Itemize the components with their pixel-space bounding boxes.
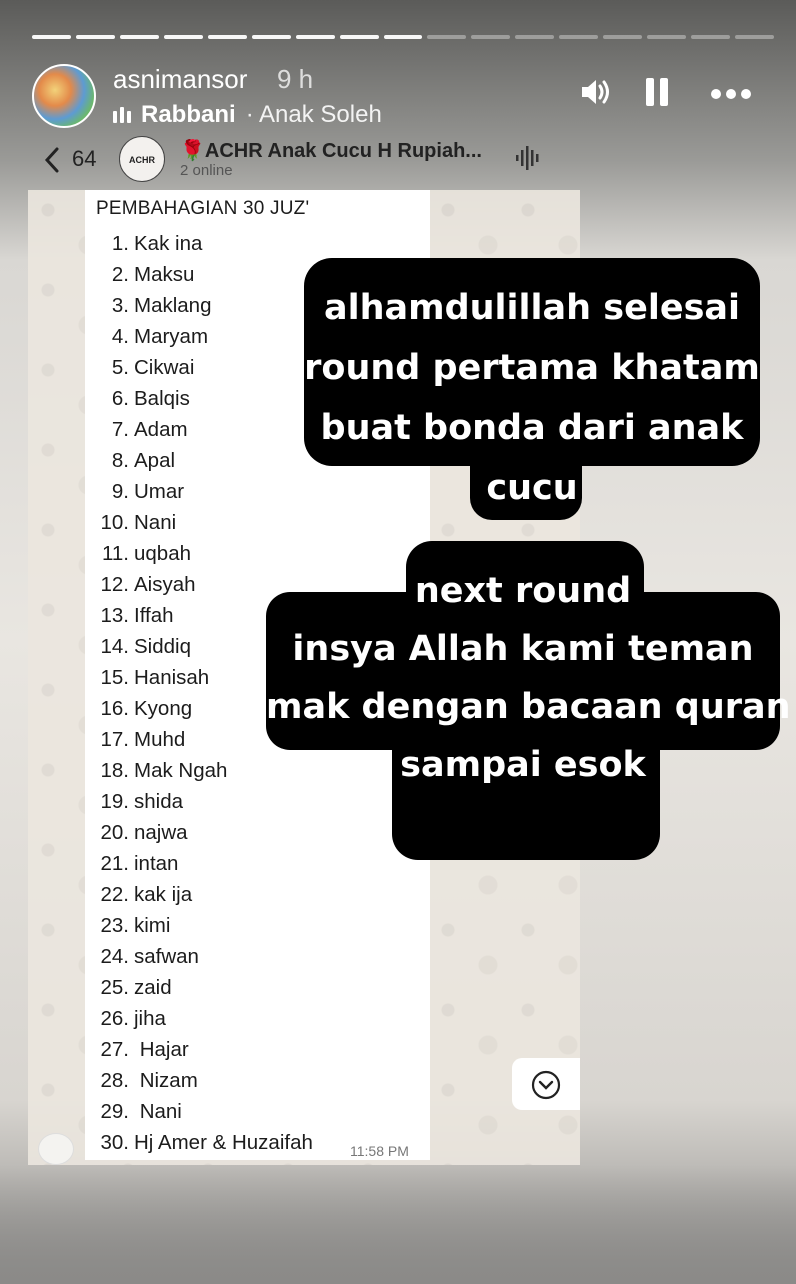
- caption-line: alhamdulillah selesai: [323, 288, 741, 328]
- list-item-name: shida: [134, 790, 184, 813]
- list-item: [97, 881, 313, 912]
- list-item-number: 17.: [100, 728, 129, 751]
- list-item-name: uqbah: [134, 542, 192, 565]
- list-item-number: 24.: [100, 945, 129, 968]
- list-item-number: 10.: [100, 511, 129, 534]
- list-item-number: 6.: [111, 387, 129, 410]
- group-name-text: ACHR Anak Cucu H Rupiah...: [204, 140, 482, 162]
- list-item: [97, 943, 313, 974]
- list-item-name: Hajar: [134, 1038, 189, 1061]
- list-item-name: Adam: [134, 418, 188, 441]
- list-item-number: 5.: [111, 356, 129, 379]
- progress-segment: [471, 35, 510, 39]
- list-item: [97, 819, 313, 850]
- list-item-number: 23.: [100, 914, 129, 937]
- caption-text-2: [266, 562, 791, 794]
- list-item: [97, 974, 313, 1005]
- progress-segment: [647, 35, 686, 39]
- more-icon[interactable]: [708, 74, 758, 114]
- list-item-name: Hj Amer & Huzaifah: [134, 1131, 313, 1154]
- progress-segment: [296, 35, 335, 39]
- list-item-number: 14.: [100, 635, 129, 658]
- group-status: 2 online: [180, 162, 233, 179]
- list-item-number: 20.: [100, 821, 129, 844]
- list-item: [97, 850, 313, 881]
- list-item-number: 4.: [111, 325, 129, 348]
- list-item-name: safwan: [134, 945, 199, 968]
- list-item-name: Balqis: [134, 387, 190, 410]
- list-item: [97, 912, 313, 943]
- bottom-fade: [0, 1165, 796, 1284]
- list-item: [97, 509, 313, 540]
- list-item-number: 2.: [111, 263, 129, 286]
- list-item-number: 18.: [100, 759, 129, 782]
- audio-wave-icon[interactable]: [515, 144, 541, 177]
- list-item-number: 30.: [100, 1131, 129, 1154]
- list-item-number: 12.: [100, 573, 129, 596]
- list-item-number: 26.: [100, 1007, 129, 1030]
- list-item-name: Mak Ngah: [134, 759, 228, 782]
- list-item: [97, 416, 313, 447]
- list-item-number: 19.: [100, 790, 129, 813]
- list-item-number: 13.: [100, 604, 129, 627]
- progress-segment: [691, 35, 730, 39]
- list-item-number: 9.: [111, 480, 129, 503]
- list-item: [97, 261, 313, 292]
- list-item-name: Kyong: [134, 697, 193, 720]
- progress-segment: [208, 35, 247, 39]
- list-item-number: 28.: [100, 1069, 129, 1092]
- message-heading: PEMBAHAGIAN 30 JUZ': [96, 198, 310, 219]
- list-item-number: 22.: [100, 883, 129, 906]
- music-song-title: Rabbani: [141, 101, 236, 128]
- progress-segment: [384, 35, 423, 39]
- list-item-number: 11.: [102, 542, 129, 565]
- progress-segment: [76, 35, 115, 39]
- music-artist: [246, 101, 382, 129]
- story-progress-bar: [32, 35, 774, 39]
- list-item: [97, 385, 313, 416]
- progress-segment: [515, 35, 554, 39]
- list-item-name: Nani: [134, 511, 177, 534]
- music-sticker[interactable]: [113, 101, 382, 129]
- music-artist-name: Anak Soleh: [259, 101, 382, 128]
- caption-line: round pertama khatam: [304, 348, 760, 388]
- story-time-ago: 9 h: [277, 64, 314, 94]
- list-item-name: Aisyah: [134, 573, 196, 596]
- group-name[interactable]: [180, 138, 482, 163]
- progress-segment: [252, 35, 291, 39]
- list-item: [97, 323, 313, 354]
- caption-line: mak dengan bacaan quran: [266, 687, 791, 727]
- progress-segment: [32, 35, 71, 39]
- list-item: [97, 354, 313, 385]
- caption-line: buat bonda dari anak: [320, 408, 744, 448]
- list-item-number: 8.: [111, 449, 129, 472]
- list-item-number: 29.: [100, 1100, 129, 1123]
- list-item-name: zaid: [134, 976, 172, 999]
- progress-segment: [164, 35, 203, 39]
- chevron-down-icon: [530, 1069, 562, 1101]
- list-item-name: intan: [134, 852, 179, 875]
- progress-segment: [340, 35, 379, 39]
- list-item: [97, 292, 313, 323]
- list-item-name: najwa: [134, 821, 188, 844]
- list-item-name: Maksu: [134, 263, 195, 286]
- list-item-name: Siddiq: [134, 635, 191, 658]
- list-item-name: Maryam: [134, 325, 209, 348]
- pause-icon[interactable]: [640, 74, 680, 114]
- list-item: [97, 1036, 313, 1067]
- list-item-name: Hanisah: [134, 666, 210, 689]
- list-item-name: Apal: [134, 449, 176, 472]
- list-item-number: 15.: [100, 666, 129, 689]
- caption-line: cucu: [486, 468, 578, 508]
- music-bars-icon: [113, 107, 131, 123]
- caption-line: next round: [414, 571, 632, 611]
- list-item-number: 1.: [111, 232, 129, 255]
- story-username[interactable]: asnimansor: [113, 64, 248, 94]
- progress-segment: [120, 35, 159, 39]
- chevron-left-icon[interactable]: [42, 146, 62, 179]
- group-avatar[interactable]: ACHR: [119, 136, 165, 182]
- unread-count[interactable]: 64: [72, 146, 97, 171]
- music-separator: ·: [245, 101, 254, 128]
- list-item-name: Nani: [134, 1100, 182, 1123]
- scroll-down-button[interactable]: [512, 1058, 580, 1110]
- list-item-number: 16.: [100, 697, 129, 720]
- list-item-name: kak ija: [134, 883, 193, 906]
- list-item: [97, 1067, 313, 1098]
- list-item-number: 27.: [100, 1038, 129, 1061]
- caption-text-1: [304, 278, 760, 518]
- caption-line: insya Allah kami teman: [292, 629, 754, 669]
- list-item-name: Kak ina: [134, 232, 203, 255]
- list-item-name: Muhd: [134, 728, 186, 751]
- progress-segment: [735, 35, 774, 39]
- caption-line: sampai esok: [400, 745, 646, 785]
- list-item-number: 25.: [100, 976, 129, 999]
- rose-emoji: 🌹: [180, 140, 205, 162]
- list-item-name: kimi: [134, 914, 171, 937]
- list-item-number: 21.: [100, 852, 129, 875]
- list-item: [97, 447, 313, 478]
- speaker-icon[interactable]: [578, 74, 618, 114]
- chat-header: [28, 132, 580, 190]
- progress-segment: [603, 35, 642, 39]
- list-item: [97, 478, 313, 509]
- progress-segment: [559, 35, 598, 39]
- list-item: [97, 1005, 313, 1036]
- list-item: [97, 1129, 313, 1160]
- profile-avatar[interactable]: [32, 64, 96, 128]
- list-item-name: Nizam: [134, 1069, 198, 1092]
- progress-segment: [427, 35, 466, 39]
- list-item-name: jiha: [134, 1007, 166, 1030]
- list-item-number: 3.: [111, 294, 129, 317]
- list-item-name: Iffah: [134, 604, 174, 627]
- message-time: 11:58 PM: [350, 1143, 409, 1159]
- list-item-number: 7.: [111, 418, 129, 441]
- list-item-name: Maklang: [134, 294, 212, 317]
- list-item-name: Umar: [134, 480, 185, 503]
- list-item: [97, 1098, 313, 1129]
- list-item-name: Cikwai: [134, 356, 195, 379]
- list-item: [97, 230, 313, 261]
- sender-avatar[interactable]: [38, 1133, 74, 1165]
